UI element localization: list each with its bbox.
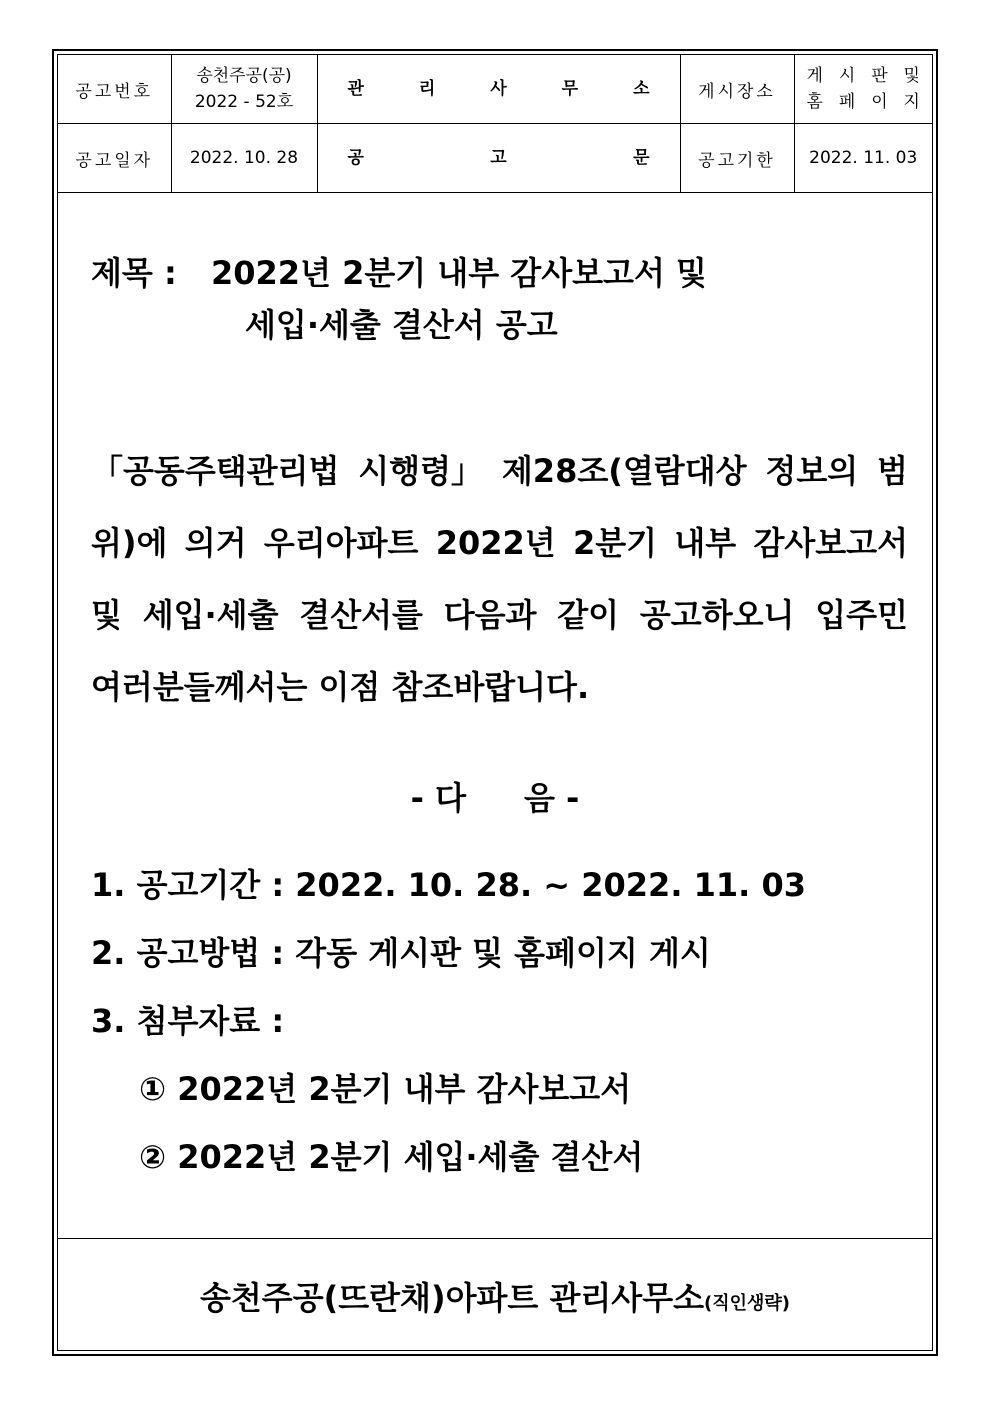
office-title-char: 사: [490, 79, 507, 100]
notice-no-line2: 2022 - 52호: [194, 92, 294, 113]
next-heading-left: - 다: [410, 779, 466, 817]
notice-title-char: 문: [633, 148, 650, 169]
post-place-char: 홈: [806, 92, 823, 113]
footer-seal-note: (직인생략): [704, 1293, 791, 1314]
post-place-char: 이: [871, 92, 888, 113]
office-title-char: 리: [418, 79, 436, 100]
body-word: 세입·세출: [142, 596, 279, 634]
post-place-line2: [795, 89, 933, 115]
body-word: 내부: [674, 524, 737, 562]
notice-title-char: 고: [490, 148, 507, 169]
notice-date-value: 2022. 10. 28: [171, 124, 317, 193]
post-place-char: 페: [838, 92, 856, 113]
office-title-char: 관: [347, 79, 364, 100]
post-place-label: 게시장소: [680, 55, 794, 124]
next-heading: [58, 773, 932, 819]
body-word: 감사보고서: [753, 524, 908, 562]
body-line: [91, 579, 908, 651]
post-place-value: [794, 55, 932, 124]
body-word: 「공동주택관리법: [91, 452, 340, 490]
body-word: 의거: [184, 524, 247, 562]
footer-signature: [58, 1273, 932, 1319]
body-word: 공고하오니: [639, 596, 795, 634]
post-place-char: 판: [871, 66, 888, 87]
subject-line1: 2022년 2분기 내부 감사보고서 및: [211, 254, 707, 292]
notice-title-char: 공: [347, 148, 364, 169]
body-word: 정보의: [765, 452, 859, 490]
body-line: [91, 507, 908, 579]
body-word: 위)에: [91, 524, 168, 562]
body-word: 제28조(열람대상: [501, 452, 747, 490]
subject-block: [91, 247, 707, 351]
post-place-char: 시: [838, 66, 856, 87]
notice-header-table: [58, 55, 932, 193]
subject-label: 제목 :: [91, 254, 177, 292]
detail-period: 1. 공고기간 : 2022. 10. 28. ~ 2022. 11. 03: [91, 866, 806, 904]
body-word: 같이: [557, 596, 620, 634]
office-title-line1: [332, 57, 666, 121]
detail-attachments: 3. 첨부자료 :: [91, 1002, 285, 1040]
post-place-char: 게: [806, 66, 823, 87]
subject-line2: 세입·세출 결산서 공고: [245, 306, 558, 344]
body-line: [91, 651, 908, 723]
notice-title-line2: [332, 126, 666, 190]
body-word: 시행령」: [358, 452, 484, 490]
body-word: 및: [91, 596, 122, 634]
post-place-char: 및: [903, 66, 920, 87]
notice-no-value: [171, 55, 317, 124]
office-title-char: 소: [633, 79, 650, 100]
footer-divider: [58, 1238, 932, 1239]
footer-org: 송천주공(뜨란채)아파트 관리사무소: [199, 1279, 705, 1317]
notice-no-line1: 송천주공(공): [196, 66, 292, 87]
attachment-item-2: ② 2022년 2분기 세입·세출 결산서: [139, 1138, 644, 1176]
body-word: 2022년: [435, 524, 556, 562]
details-list: [91, 851, 806, 1191]
detail-method: 2. 공고방법 : 각동 게시판 및 홈페이지 게시: [91, 934, 711, 972]
document-frame: [52, 49, 938, 1356]
deadline-value: 2022. 11. 03: [794, 124, 932, 193]
body-word: 다음과: [443, 596, 537, 634]
body-line: [91, 435, 908, 507]
notice-body: [91, 435, 908, 723]
notice-date-label: 공고일자: [58, 124, 171, 193]
body-word: 결산서를: [299, 596, 423, 634]
body-word: 우리아파트: [263, 524, 419, 562]
body-word: 범: [877, 452, 908, 490]
body-word: 여러분들께서는 이점 참조바랍니다.: [91, 668, 590, 706]
notice-no-label: 공고번호: [58, 55, 171, 124]
document-inner-border: [57, 54, 933, 1351]
notice-title: [317, 124, 680, 193]
next-heading-right: 음 -: [524, 779, 580, 817]
body-word: 2분기: [572, 524, 658, 562]
post-place-line1: [795, 63, 933, 89]
office-title: [317, 55, 680, 124]
body-word: 입주민: [815, 596, 908, 634]
attachment-item-1: ① 2022년 2분기 내부 감사보고서: [139, 1070, 632, 1108]
office-title-char: 무: [561, 79, 579, 100]
post-place-char: 지: [903, 92, 920, 113]
deadline-label: 공고기한: [680, 124, 794, 193]
